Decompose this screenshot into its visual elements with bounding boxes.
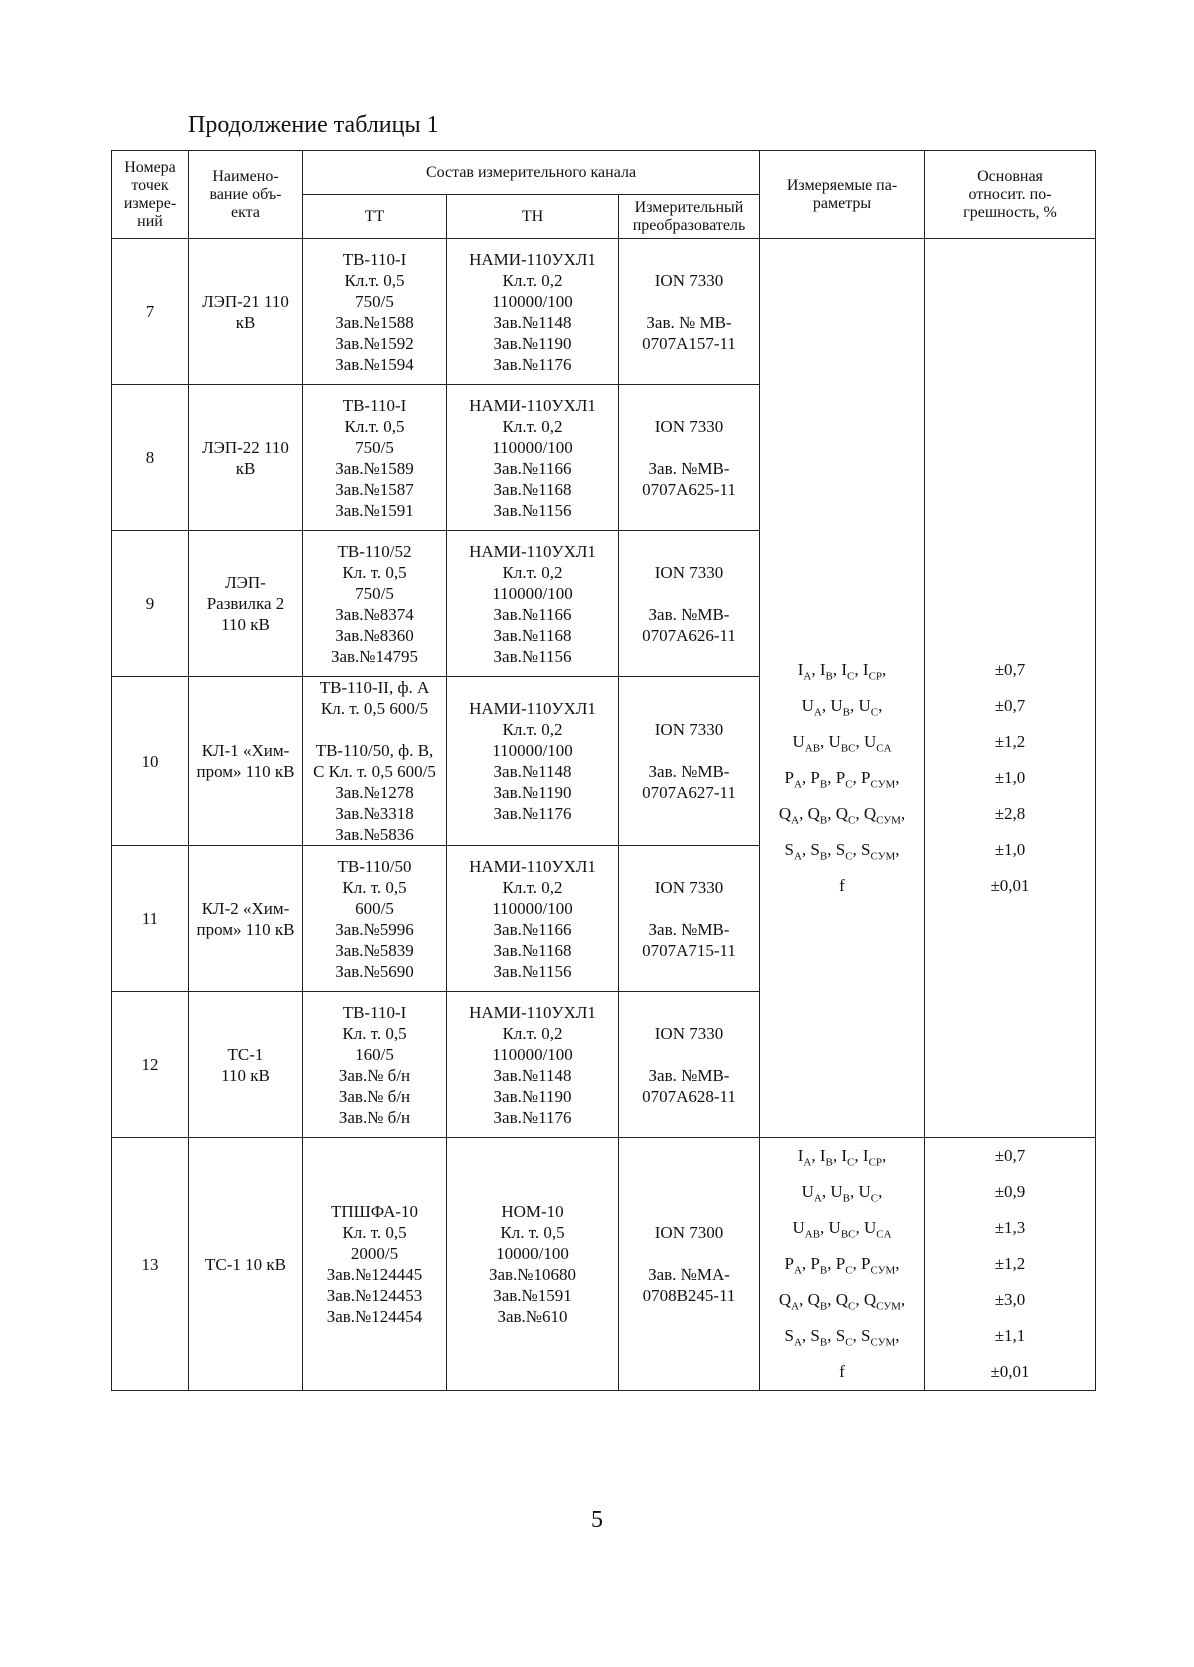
param-line: $S_A$, $S_B$, $S_C$, $S_{СУМ}$, bbox=[784, 1326, 900, 1349]
cell-line: 0707A715-11 bbox=[642, 940, 736, 960]
header-tt: ТТ bbox=[303, 195, 447, 239]
cell-line: 110000/100 bbox=[492, 583, 573, 603]
cell-line: ION 7330 bbox=[654, 877, 724, 897]
table-caption: Продолжение таблицы 1 bbox=[188, 112, 439, 138]
error-line: ±1,3 bbox=[994, 1218, 1026, 1237]
cell-line: Зав.№1176 bbox=[493, 354, 572, 374]
param-line: $U_A$, $U_B$, $U_C$, bbox=[801, 1182, 883, 1205]
cell-line: Зав.№1168 bbox=[493, 940, 572, 960]
page-number: 5 bbox=[591, 1507, 603, 1533]
cell-line: ТВ-110/50 bbox=[337, 856, 412, 876]
cell-line: 600/5 bbox=[355, 898, 394, 918]
row-number: 13 bbox=[112, 1138, 189, 1391]
object-name bbox=[189, 846, 303, 992]
cell-line: ION 7330 bbox=[654, 270, 724, 290]
measurement-table bbox=[111, 150, 1096, 1391]
cell-line: Развилка 2 bbox=[206, 594, 285, 613]
errors-group-1 bbox=[925, 239, 1096, 1138]
cell-line: 110000/100 bbox=[492, 1044, 573, 1064]
error-line: ±3,0 bbox=[994, 1290, 1026, 1309]
cell-line: Зав.№1168 bbox=[493, 479, 572, 499]
tt-cell bbox=[303, 385, 447, 531]
cell-line: Зав.№124445 bbox=[326, 1265, 423, 1284]
cell-line: НАМИ-110УХЛ1 bbox=[469, 856, 596, 876]
error-line: ±0,7 bbox=[994, 660, 1026, 679]
error-line: ±0,7 bbox=[994, 696, 1026, 715]
cell-line: ТВ-110/50, ф. В, bbox=[315, 741, 434, 760]
header-converter: Измерительный преобразователь bbox=[619, 195, 760, 239]
object-name bbox=[189, 1138, 303, 1391]
cell-line: Зав.№1591 bbox=[493, 1286, 572, 1305]
cell-line: кВ bbox=[235, 458, 256, 478]
table-row bbox=[112, 239, 1096, 385]
param-line: $I_A$, $I_B$, $I_C$, $I_{CP}$, bbox=[797, 660, 887, 683]
cell-line: Зав.№1190 bbox=[493, 333, 572, 353]
cell-line: 110000/100 bbox=[492, 898, 573, 918]
row-number: 9 bbox=[112, 531, 189, 677]
cell-line: Зав.№1278 bbox=[335, 783, 414, 802]
cell-line: Зав.№1589 bbox=[335, 458, 414, 478]
cell-line: Зав.№1148 bbox=[493, 312, 572, 332]
cell-line: Зав.№1148 bbox=[493, 762, 572, 781]
cell-line: ЛЭП- bbox=[225, 573, 266, 592]
cell-line: Кл.т. 0,2 bbox=[502, 1023, 563, 1043]
cell-line: Кл.т. 0,5 bbox=[344, 270, 405, 290]
cell-line: Зав.№1148 bbox=[493, 1065, 572, 1085]
cell-line: ЛЭП-21 110 bbox=[202, 291, 289, 311]
params-group-1 bbox=[760, 239, 925, 1138]
cell-line: КЛ-2 «Хим- bbox=[201, 898, 290, 918]
tt-cell bbox=[303, 992, 447, 1138]
cell-line: Кл. т. 0,5 bbox=[342, 1023, 407, 1043]
tt-cell bbox=[303, 1138, 447, 1391]
cell-line: 110000/100 bbox=[492, 437, 573, 457]
cell-line: Зав.№14795 bbox=[330, 646, 419, 666]
tt-cell bbox=[303, 239, 447, 385]
cell-line: 110000/100 bbox=[492, 741, 573, 760]
cell-line bbox=[619, 291, 759, 312]
cell-line: Кл. т. 0,5 600/5 bbox=[320, 699, 429, 718]
row-number: 11 bbox=[112, 846, 189, 992]
converter-cell bbox=[619, 1138, 760, 1391]
table-row bbox=[112, 1138, 1096, 1391]
cell-line: 110 кВ bbox=[221, 615, 270, 634]
cell-line: ION 7330 bbox=[654, 1023, 724, 1043]
cell-line: 110000/100 bbox=[492, 291, 573, 311]
tn-cell bbox=[447, 846, 619, 992]
cell-line: Кл.т. 0,2 bbox=[502, 877, 563, 897]
cell-line: Зав.№5836 bbox=[335, 825, 414, 844]
error-line: ±1,0 bbox=[994, 768, 1026, 787]
cell-line: Кл. т. 0,5 bbox=[342, 562, 407, 582]
tt-cell bbox=[303, 846, 447, 992]
cell-line: НАМИ-110УХЛ1 bbox=[469, 395, 596, 415]
cell-line: Зав.№1190 bbox=[493, 783, 572, 802]
object-name bbox=[189, 677, 303, 846]
cell-line: ION 7330 bbox=[654, 562, 724, 582]
cell-line: ТПШФА-10 bbox=[330, 1202, 419, 1221]
row-number: 7 bbox=[112, 239, 189, 385]
cell-line: Зав.№610 bbox=[497, 1307, 568, 1326]
cell-line: НАМИ-110УХЛ1 bbox=[469, 249, 596, 269]
param-line: $U_A$, $U_B$, $U_C$, bbox=[801, 696, 883, 719]
cell-line: 0708B245-11 bbox=[642, 1286, 736, 1305]
cell-line: Кл.т. 0,2 bbox=[502, 720, 563, 739]
cell-line: КЛ-1 «Хим- bbox=[201, 741, 290, 760]
param-line: $U_{AB}$, $U_{BC}$, $U_{CA}$ bbox=[792, 1218, 892, 1241]
cell-line: 0707A627-11 bbox=[642, 783, 736, 802]
cell-line: ION 7300 bbox=[654, 1223, 724, 1242]
cell-line: Зав.№1156 bbox=[493, 961, 572, 981]
header-params: Измеряемые па- раметры bbox=[760, 151, 925, 239]
cell-line: Зав.№1156 bbox=[493, 500, 572, 520]
cell-line: Зав.№1591 bbox=[335, 500, 414, 520]
converter-cell bbox=[619, 992, 760, 1138]
cell-line: 0707A628-11 bbox=[642, 1086, 736, 1106]
param-line: $S_A$, $S_B$, $S_C$, $S_{СУМ}$, bbox=[784, 840, 900, 863]
cell-line bbox=[619, 437, 759, 458]
cell-line: Зав.№10680 bbox=[488, 1265, 577, 1284]
cell-line: Зав.№5839 bbox=[335, 940, 414, 960]
error-line: ±0,9 bbox=[994, 1182, 1026, 1201]
cell-line: Зав.№5996 bbox=[335, 919, 414, 939]
cell-line: НАМИ-110УХЛ1 bbox=[469, 541, 596, 561]
tt-cell bbox=[303, 677, 447, 846]
cell-line: Зав.№1166 bbox=[493, 919, 572, 939]
cell-line: Зав.№1166 bbox=[493, 458, 572, 478]
converter-cell bbox=[619, 531, 760, 677]
object-name bbox=[189, 239, 303, 385]
tn-cell bbox=[447, 385, 619, 531]
cell-line: Зав.№1168 bbox=[493, 625, 572, 645]
cell-line: 0707A625-11 bbox=[642, 479, 736, 499]
param-line: f bbox=[839, 876, 845, 895]
cell-line: Зав. №МА- bbox=[648, 1265, 730, 1284]
cell-line: Кл.т. 0,2 bbox=[502, 562, 563, 582]
cell-line bbox=[619, 583, 759, 604]
row-number: 10 bbox=[112, 677, 189, 846]
cell-line: пром» 110 кВ bbox=[196, 762, 295, 781]
tn-cell bbox=[447, 1138, 619, 1391]
cell-line: Зав.№ б/н bbox=[338, 1107, 411, 1127]
object-name bbox=[189, 992, 303, 1138]
cell-line: пром» 110 кВ bbox=[196, 919, 295, 939]
row-number: 8 bbox=[112, 385, 189, 531]
cell-line: Зав.№1156 bbox=[493, 646, 572, 666]
cell-line: ТВ-110-I bbox=[342, 249, 407, 269]
table-body bbox=[112, 239, 1096, 1391]
error-line: ±1,1 bbox=[994, 1326, 1026, 1345]
cell-line: Зав.№124454 bbox=[326, 1307, 423, 1326]
param-line: $P_A$, $P_B$, $P_C$, $P_{СУМ}$, bbox=[784, 768, 900, 791]
converter-cell bbox=[619, 239, 760, 385]
param-line: f bbox=[839, 1362, 845, 1381]
param-line: $U_{AB}$, $U_{BC}$, $U_{CA}$ bbox=[792, 732, 892, 755]
cell-line: Зав.№8360 bbox=[335, 625, 414, 645]
tt-cell bbox=[303, 531, 447, 677]
cell-line: Зав. № МВ- bbox=[646, 312, 732, 332]
error-line: ±0,7 bbox=[994, 1146, 1026, 1165]
cell-line: ЛЭП-22 110 bbox=[202, 437, 289, 457]
param-line: $P_A$, $P_B$, $P_C$, $P_{СУМ}$, bbox=[784, 1254, 900, 1277]
param-line: $I_A$, $I_B$, $I_C$, $I_{CP}$, bbox=[797, 1146, 887, 1169]
header-channel: Состав измерительного канала bbox=[303, 151, 760, 195]
cell-line: Зав.№1166 bbox=[493, 604, 572, 624]
cell-line: Зав.№5690 bbox=[335, 961, 414, 981]
cell-line: Кл.т. 0,2 bbox=[502, 270, 563, 290]
cell-line: Зав. №МВ- bbox=[648, 919, 730, 939]
cell-line: 0707A157-11 bbox=[642, 333, 736, 353]
cell-line: 2000/5 bbox=[350, 1244, 399, 1263]
cell-line: 750/5 bbox=[355, 291, 394, 311]
object-name bbox=[189, 385, 303, 531]
cell-line: 0707A626-11 bbox=[642, 625, 736, 645]
cell-line: Зав. №МВ- bbox=[648, 604, 730, 624]
cell-line: ТВ-110/52 bbox=[337, 541, 412, 561]
cell-line: ТВ-110-I bbox=[342, 395, 407, 415]
cell-line: Зав.№1176 bbox=[493, 1107, 572, 1127]
error-line: ±1,0 bbox=[994, 840, 1026, 859]
cell-line: 160/5 bbox=[355, 1044, 394, 1064]
converter-cell bbox=[619, 385, 760, 531]
errors-group-2 bbox=[925, 1138, 1096, 1391]
cell-line: ТС-1 bbox=[227, 1044, 264, 1064]
cell-line bbox=[619, 898, 759, 919]
cell-line: С Кл. т. 0,5 600/5 bbox=[313, 762, 436, 781]
cell-line: Зав.№1176 bbox=[493, 804, 572, 823]
cell-line: 110 кВ bbox=[221, 1065, 270, 1085]
cell-line: 10000/100 bbox=[496, 1244, 569, 1263]
cell-line: Зав.№124453 bbox=[326, 1286, 423, 1305]
converter-cell bbox=[619, 846, 760, 992]
header-point-numbers: Номера точек измере- ний bbox=[112, 151, 189, 239]
cell-line: Зав.№1588 bbox=[335, 312, 414, 332]
cell-line: Кл. т. 0,5 bbox=[342, 877, 407, 897]
header-tn: ТН bbox=[447, 195, 619, 239]
cell-line bbox=[619, 1243, 759, 1264]
cell-line: Кл. т. 0,5 bbox=[342, 1223, 407, 1242]
error-line: ±1,2 bbox=[994, 732, 1026, 751]
tn-cell bbox=[447, 992, 619, 1138]
cell-line: 750/5 bbox=[355, 437, 394, 457]
converter-cell bbox=[619, 677, 760, 846]
cell-line: Кл.т. 0,5 bbox=[344, 416, 405, 436]
params-group-2 bbox=[760, 1138, 925, 1391]
cell-line: ION 7330 bbox=[654, 720, 724, 739]
cell-line: Зав.№ б/н bbox=[338, 1065, 411, 1085]
cell-line: Зав.№ б/н bbox=[338, 1086, 411, 1106]
error-line: ±0,01 bbox=[990, 1362, 1030, 1381]
error-line: ±2,8 bbox=[994, 804, 1026, 823]
cell-line: Зав. №МВ- bbox=[648, 458, 730, 478]
cell-line bbox=[619, 1044, 759, 1065]
cell-line: Зав. №МВ- bbox=[648, 1065, 730, 1085]
cell-line: 750/5 bbox=[355, 583, 394, 603]
cell-line: Зав.№8374 bbox=[335, 604, 414, 624]
cell-line bbox=[619, 740, 759, 761]
cell-line: ION 7330 bbox=[654, 416, 724, 436]
cell-line: Зав.№1587 bbox=[335, 479, 414, 499]
cell-line: ТВ-110-II, ф. А bbox=[319, 678, 430, 697]
cell-line: Зав.№1190 bbox=[493, 1086, 572, 1106]
cell-line: Зав.№1594 bbox=[335, 354, 414, 374]
error-line: ±1,2 bbox=[994, 1254, 1026, 1273]
object-name bbox=[189, 531, 303, 677]
cell-line bbox=[303, 719, 446, 740]
cell-line: НАМИ-110УХЛ1 bbox=[469, 1002, 596, 1022]
row-number: 12 bbox=[112, 992, 189, 1138]
tn-cell bbox=[447, 531, 619, 677]
cell-line: НАМИ-110УХЛ1 bbox=[469, 699, 596, 718]
cell-line: Кл. т. 0,5 bbox=[500, 1223, 565, 1242]
cell-line: НОМ-10 bbox=[501, 1202, 564, 1221]
tn-cell bbox=[447, 239, 619, 385]
header-error: Основная относит. по- грешность, % bbox=[925, 151, 1096, 239]
error-line: ±0,01 bbox=[990, 876, 1030, 895]
cell-line: ТВ-110-I bbox=[342, 1002, 407, 1022]
cell-line: ТС-1 10 кВ bbox=[205, 1254, 286, 1274]
tn-cell bbox=[447, 677, 619, 846]
cell-line: Зав. №МВ- bbox=[648, 762, 730, 781]
cell-line: Зав.№1592 bbox=[335, 333, 414, 353]
param-line: $Q_A$, $Q_B$, $Q_C$, $Q_{СУМ}$, bbox=[778, 1290, 906, 1313]
cell-line: кВ bbox=[235, 312, 256, 332]
header-object-name: Наимено- вание объ- екта bbox=[189, 151, 303, 239]
cell-line: Зав.№3318 bbox=[335, 804, 414, 823]
param-line: $Q_A$, $Q_B$, $Q_C$, $Q_{СУМ}$, bbox=[778, 804, 906, 827]
cell-line: Кл.т. 0,2 bbox=[502, 416, 563, 436]
